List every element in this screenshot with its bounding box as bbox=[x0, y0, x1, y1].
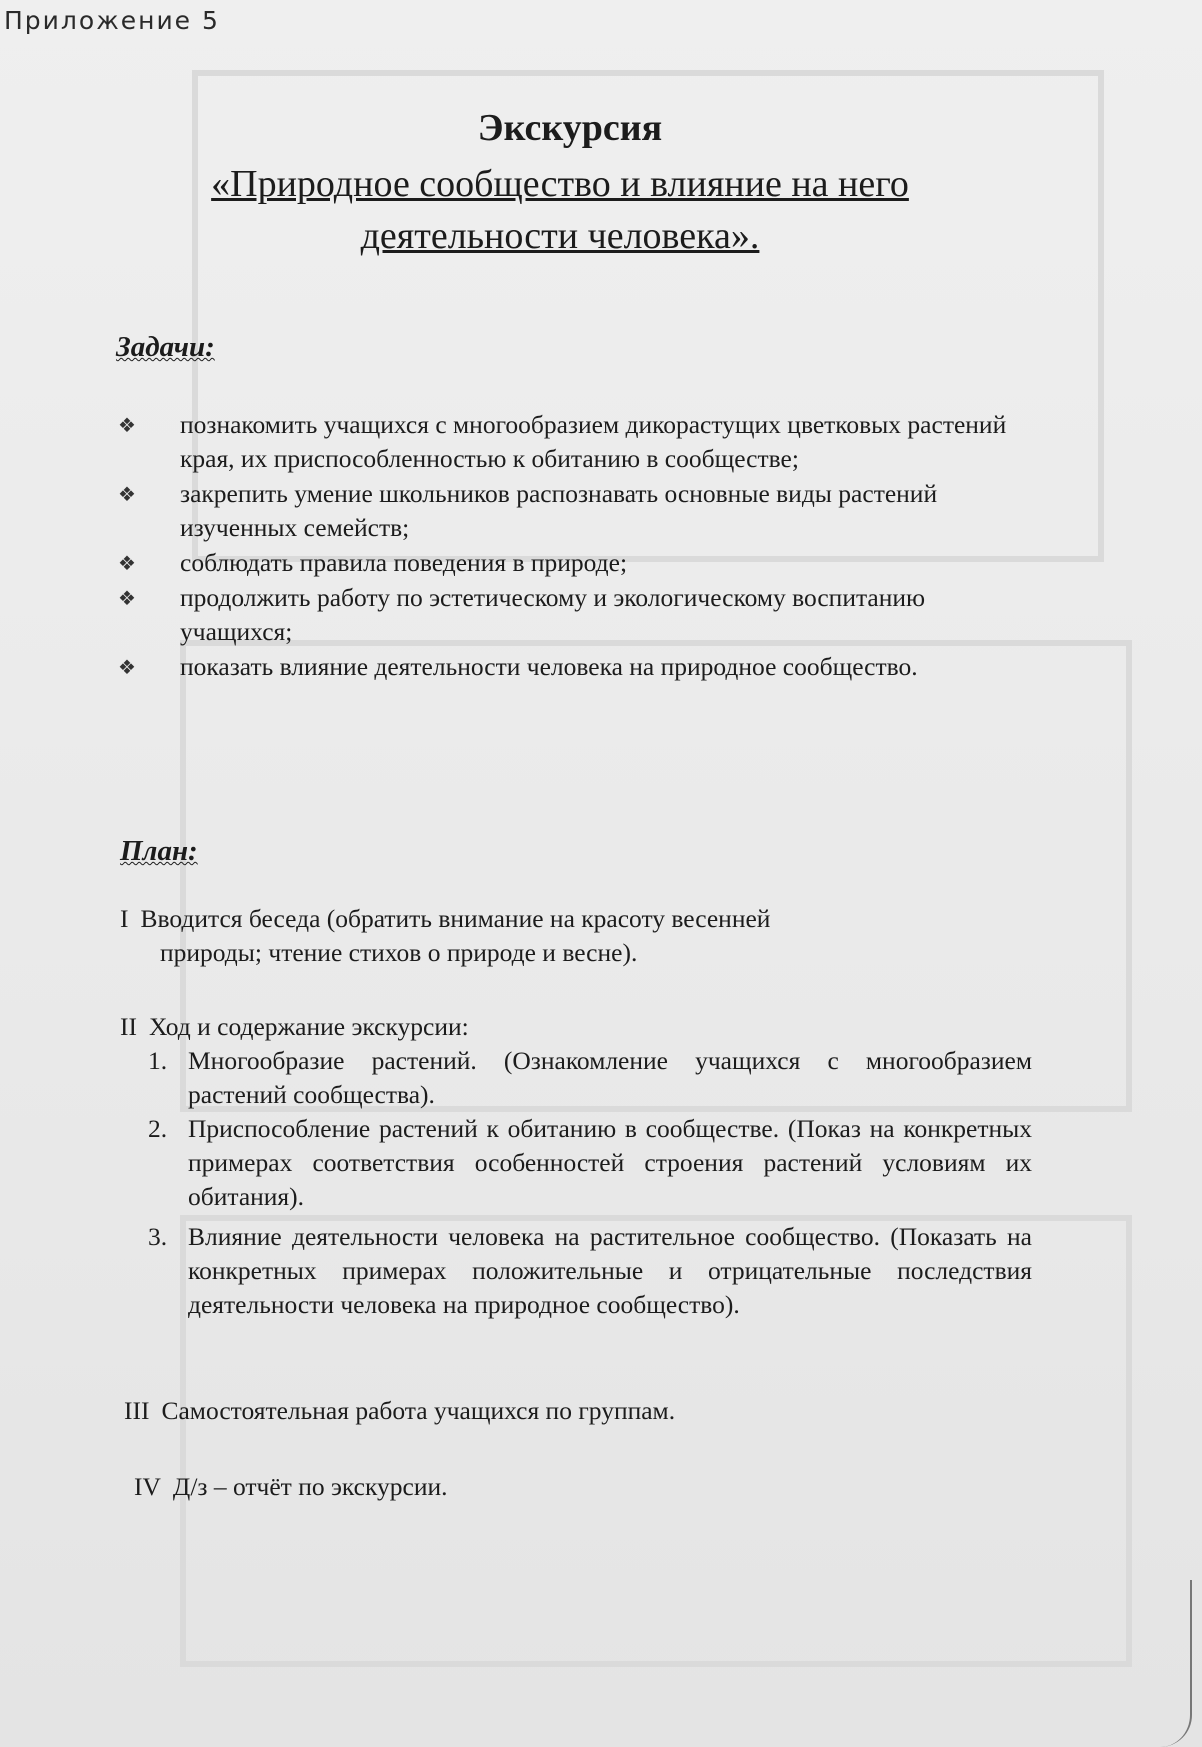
tasks-heading: Задачи: bbox=[116, 331, 215, 363]
diamond-bullet-icon: ❖ bbox=[118, 415, 136, 437]
plan-subitem-2: 2. Приспособление растений к обитанию в сообществе. (Показ на конкретных примерах соответствия особенностей строения растений условиям их обитания). bbox=[148, 1114, 1032, 1211]
plan-subitem-3: 3. Влияние деятельности человека на растительное сообщество. (Показать на конкретных примерах положительные и отрицательные последствия деятельности человека на природное сообщество). bbox=[148, 1222, 1032, 1319]
plan-item-3: III Самостоятельная работа учащихся по группам. bbox=[124, 1394, 675, 1428]
plan-heading: План: bbox=[120, 835, 198, 867]
task-item: ❖ соблюдать правила поведения в природе; bbox=[118, 546, 1018, 580]
diamond-bullet-icon: ❖ bbox=[118, 657, 136, 679]
handwritten-appendix-note: Приложение 5 bbox=[4, 6, 220, 35]
roman-numeral: IV bbox=[134, 1472, 161, 1501]
tasks-list bbox=[118, 408, 1018, 684]
task-item: ❖ показать влияние деятельности человека на природное сообщество. bbox=[118, 650, 1018, 684]
roman-numeral: III bbox=[124, 1396, 150, 1425]
task-item: ❖ закрепить умение школьников распознавать основные виды растений изученных семейств; bbox=[118, 479, 938, 542]
plan-item-1: I Вводится беседа (обратить внимание на красоту весенней природы; чтение стихов о природе и весне). bbox=[120, 904, 771, 967]
page-edge-mark bbox=[1160, 1580, 1192, 1747]
diamond-bullet-icon: ❖ bbox=[118, 553, 136, 575]
plan-item-2: II Ход и содержание экскурсии: bbox=[120, 1010, 469, 1044]
roman-numeral: II bbox=[120, 1012, 137, 1041]
task-item: ❖ познакомить учащихся с многообразием дикорастущих цветковых растений края, их приспособленностью к обитанию в сообществе; bbox=[118, 410, 1007, 473]
document-subtitle: «Природное сообщество и влияние на него деятельности человека». bbox=[211, 163, 909, 257]
plan-item-4: IV Д/з – отчёт по экскурсии. bbox=[134, 1470, 448, 1504]
diamond-bullet-icon: ❖ bbox=[118, 588, 136, 610]
plan-subitem-1: 1. Многообразие растений. (Ознакомление учащихся с многообразием растений сообщества). bbox=[148, 1046, 1032, 1109]
roman-numeral: I bbox=[120, 904, 129, 933]
task-item: ❖ продолжить работу по эстетическому и экологическому воспитанию учащихся; bbox=[118, 583, 926, 646]
diamond-bullet-icon: ❖ bbox=[118, 484, 136, 506]
document-title: Экскурсия bbox=[477, 107, 663, 149]
